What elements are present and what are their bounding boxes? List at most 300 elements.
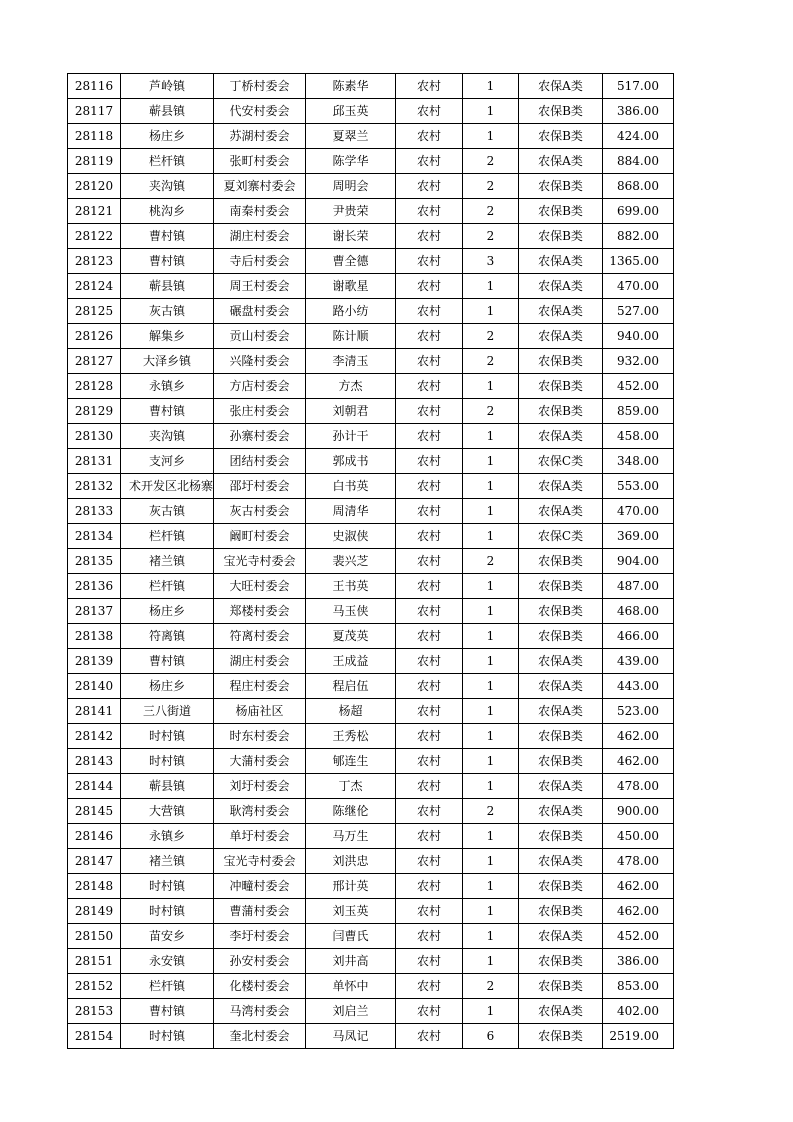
member-count-cell: 2 — [463, 399, 519, 424]
record-id-cell: 28147 — [68, 849, 121, 874]
member-count-cell: 1 — [463, 74, 519, 99]
record-id-cell: 28130 — [68, 424, 121, 449]
township-cell: 杨庄乡 — [121, 124, 214, 149]
amount-cell: 527.00 — [603, 299, 674, 324]
table-row — [68, 324, 674, 349]
village-committee-cell: 寺后村委会 — [214, 249, 306, 274]
village-committee-cell: 周王村委会 — [214, 274, 306, 299]
member-count-cell: 1 — [463, 524, 519, 549]
table-row — [68, 449, 674, 474]
township-cell: 支河乡 — [121, 449, 214, 474]
village-committee-cell: 李圩村委会 — [214, 924, 306, 949]
township-cell: 桃沟乡 — [121, 199, 214, 224]
township-cell: 永镇乡 — [121, 374, 214, 399]
table-row — [68, 1024, 674, 1049]
member-count-cell: 1 — [463, 774, 519, 799]
amount-cell: 452.00 — [603, 374, 674, 399]
amount-cell: 462.00 — [603, 724, 674, 749]
table-row — [68, 724, 674, 749]
amount-cell: 523.00 — [603, 699, 674, 724]
insurance-category-cell: 农保B类 — [519, 899, 603, 924]
table-row — [68, 199, 674, 224]
household-type-cell: 农村 — [396, 649, 463, 674]
allowance-table — [67, 73, 674, 1049]
table-row — [68, 149, 674, 174]
person-name-cell: 陈继伦 — [306, 799, 396, 824]
village-committee-cell: 符离村委会 — [214, 624, 306, 649]
member-count-cell: 2 — [463, 174, 519, 199]
amount-cell: 450.00 — [603, 824, 674, 849]
village-committee-cell: 郑楼村委会 — [214, 599, 306, 624]
village-committee-cell: 湖庄村委会 — [214, 649, 306, 674]
person-name-cell: 闫曹氏 — [306, 924, 396, 949]
member-count-cell: 1 — [463, 924, 519, 949]
member-count-cell: 3 — [463, 249, 519, 274]
township-cell: 符离镇 — [121, 624, 214, 649]
member-count-cell: 1 — [463, 449, 519, 474]
amount-cell: 517.00 — [603, 74, 674, 99]
person-name-cell: 刘玉英 — [306, 899, 396, 924]
table-row — [68, 649, 674, 674]
record-id-cell: 28150 — [68, 924, 121, 949]
insurance-category-cell: 农保B类 — [519, 374, 603, 399]
member-count-cell: 2 — [463, 549, 519, 574]
record-id-cell: 28139 — [68, 649, 121, 674]
amount-cell: 553.00 — [603, 474, 674, 499]
village-committee-cell: 张町村委会 — [214, 149, 306, 174]
insurance-category-cell: 农保B类 — [519, 824, 603, 849]
person-name-cell: 马凤记 — [306, 1024, 396, 1049]
household-type-cell: 农村 — [396, 124, 463, 149]
insurance-category-cell: 农保B类 — [519, 599, 603, 624]
amount-cell: 868.00 — [603, 174, 674, 199]
table-row — [68, 874, 674, 899]
record-id-cell: 28145 — [68, 799, 121, 824]
village-committee-cell: 湖庄村委会 — [214, 224, 306, 249]
person-name-cell: 郭成书 — [306, 449, 396, 474]
township-cell: 曹村镇 — [121, 649, 214, 674]
record-id-cell: 28148 — [68, 874, 121, 899]
amount-cell: 487.00 — [603, 574, 674, 599]
person-name-cell: 白书英 — [306, 474, 396, 499]
record-id-cell: 28122 — [68, 224, 121, 249]
member-count-cell: 1 — [463, 949, 519, 974]
amount-cell: 452.00 — [603, 924, 674, 949]
insurance-category-cell: 农保B类 — [519, 1024, 603, 1049]
insurance-category-cell: 农保A类 — [519, 324, 603, 349]
household-type-cell: 农村 — [396, 499, 463, 524]
household-type-cell: 农村 — [396, 874, 463, 899]
township-cell: 褚兰镇 — [121, 549, 214, 574]
member-count-cell: 2 — [463, 974, 519, 999]
township-cell: 时村镇 — [121, 1024, 214, 1049]
village-committee-cell: 代安村委会 — [214, 99, 306, 124]
insurance-category-cell: 农保B类 — [519, 624, 603, 649]
table-row — [68, 674, 674, 699]
village-committee-cell: 大旺村委会 — [214, 574, 306, 599]
amount-cell: 466.00 — [603, 624, 674, 649]
member-count-cell: 1 — [463, 724, 519, 749]
record-id-cell: 28138 — [68, 624, 121, 649]
township-cell: 芦岭镇 — [121, 74, 214, 99]
township-cell: 三八街道 — [121, 699, 214, 724]
township-cell: 栏杆镇 — [121, 149, 214, 174]
village-committee-cell: 张庄村委会 — [214, 399, 306, 424]
household-type-cell: 农村 — [396, 849, 463, 874]
village-committee-cell: 宝光寺村委会 — [214, 849, 306, 874]
household-type-cell: 农村 — [396, 449, 463, 474]
record-id-cell: 28124 — [68, 274, 121, 299]
member-count-cell: 2 — [463, 224, 519, 249]
amount-cell: 1365.00 — [603, 249, 674, 274]
person-name-cell: 王秀松 — [306, 724, 396, 749]
insurance-category-cell: 农保A类 — [519, 924, 603, 949]
person-name-cell: 邢计英 — [306, 874, 396, 899]
table-row — [68, 299, 674, 324]
household-type-cell: 农村 — [396, 249, 463, 274]
table-row — [68, 524, 674, 549]
amount-cell: 443.00 — [603, 674, 674, 699]
person-name-cell: 刘启兰 — [306, 999, 396, 1024]
township-cell: 杨庄乡 — [121, 674, 214, 699]
household-type-cell: 农村 — [396, 899, 463, 924]
village-committee-cell: 兴隆村委会 — [214, 349, 306, 374]
household-type-cell: 农村 — [396, 774, 463, 799]
township-cell: 永安镇 — [121, 949, 214, 974]
person-name-cell: 路小纺 — [306, 299, 396, 324]
insurance-category-cell: 农保B类 — [519, 974, 603, 999]
member-count-cell: 1 — [463, 99, 519, 124]
table-row — [68, 899, 674, 924]
table-row — [68, 274, 674, 299]
village-committee-cell: 夏刘寨村委会 — [214, 174, 306, 199]
township-cell: 大泽乡镇 — [121, 349, 214, 374]
table-row — [68, 374, 674, 399]
table-row — [68, 224, 674, 249]
amount-cell: 424.00 — [603, 124, 674, 149]
household-type-cell: 农村 — [396, 524, 463, 549]
person-name-cell: 夏茂英 — [306, 624, 396, 649]
amount-cell: 462.00 — [603, 749, 674, 774]
record-id-cell: 28140 — [68, 674, 121, 699]
member-count-cell: 1 — [463, 874, 519, 899]
village-committee-cell: 冲疃村委会 — [214, 874, 306, 899]
table-row — [68, 774, 674, 799]
member-count-cell: 1 — [463, 574, 519, 599]
village-committee-cell: 孙寨村委会 — [214, 424, 306, 449]
household-type-cell: 农村 — [396, 174, 463, 199]
record-id-cell: 28127 — [68, 349, 121, 374]
household-type-cell: 农村 — [396, 549, 463, 574]
township-cell: 杨庄乡 — [121, 599, 214, 624]
village-committee-cell: 孙安村委会 — [214, 949, 306, 974]
insurance-category-cell: 农保A类 — [519, 799, 603, 824]
person-name-cell: 孙计干 — [306, 424, 396, 449]
household-type-cell: 农村 — [396, 374, 463, 399]
record-id-cell: 28154 — [68, 1024, 121, 1049]
member-count-cell: 2 — [463, 799, 519, 824]
amount-cell: 462.00 — [603, 874, 674, 899]
member-count-cell: 1 — [463, 749, 519, 774]
member-count-cell: 1 — [463, 274, 519, 299]
township-cell: 大营镇 — [121, 799, 214, 824]
village-committee-cell: 程庄村委会 — [214, 674, 306, 699]
person-name-cell: 程启伍 — [306, 674, 396, 699]
household-type-cell: 农村 — [396, 424, 463, 449]
household-type-cell: 农村 — [396, 1024, 463, 1049]
member-count-cell: 1 — [463, 699, 519, 724]
village-committee-cell: 丁桥村委会 — [214, 74, 306, 99]
record-id-cell: 28133 — [68, 499, 121, 524]
member-count-cell: 2 — [463, 324, 519, 349]
household-type-cell: 农村 — [396, 274, 463, 299]
household-type-cell: 农村 — [396, 974, 463, 999]
record-id-cell: 28119 — [68, 149, 121, 174]
record-id-cell: 28136 — [68, 574, 121, 599]
person-name-cell: 周明会 — [306, 174, 396, 199]
household-type-cell: 农村 — [396, 574, 463, 599]
village-committee-cell: 奎北村委会 — [214, 1024, 306, 1049]
insurance-category-cell: 农保B类 — [519, 349, 603, 374]
record-id-cell: 28153 — [68, 999, 121, 1024]
village-committee-cell: 化楼村委会 — [214, 974, 306, 999]
member-count-cell: 1 — [463, 824, 519, 849]
township-cell: 时村镇 — [121, 899, 214, 924]
amount-cell: 699.00 — [603, 199, 674, 224]
amount-cell: 470.00 — [603, 274, 674, 299]
table-row — [68, 249, 674, 274]
village-committee-cell: 曹蒲村委会 — [214, 899, 306, 924]
member-count-cell: 2 — [463, 199, 519, 224]
amount-cell: 900.00 — [603, 799, 674, 824]
insurance-category-cell: 农保B类 — [519, 399, 603, 424]
township-cell: 褚兰镇 — [121, 849, 214, 874]
township-cell: 时村镇 — [121, 874, 214, 899]
insurance-category-cell: 农保A类 — [519, 474, 603, 499]
person-name-cell: 夏翠兰 — [306, 124, 396, 149]
township-cell: 永镇乡 — [121, 824, 214, 849]
insurance-category-cell: 农保C类 — [519, 524, 603, 549]
table-row — [68, 99, 674, 124]
insurance-category-cell: 农保B类 — [519, 174, 603, 199]
table-row — [68, 399, 674, 424]
member-count-cell: 2 — [463, 349, 519, 374]
record-id-cell: 28142 — [68, 724, 121, 749]
record-id-cell: 28117 — [68, 99, 121, 124]
record-id-cell: 28134 — [68, 524, 121, 549]
township-cell: 灰古镇 — [121, 499, 214, 524]
village-committee-cell: 单圩村委会 — [214, 824, 306, 849]
table-row — [68, 74, 674, 99]
village-committee-cell: 苏湖村委会 — [214, 124, 306, 149]
person-name-cell: 谢歌星 — [306, 274, 396, 299]
household-type-cell: 农村 — [396, 949, 463, 974]
table-row — [68, 474, 674, 499]
amount-cell: 853.00 — [603, 974, 674, 999]
village-committee-cell: 时东村委会 — [214, 724, 306, 749]
insurance-category-cell: 农保A类 — [519, 499, 603, 524]
table-row — [68, 624, 674, 649]
table-row — [68, 824, 674, 849]
amount-cell: 932.00 — [603, 349, 674, 374]
person-name-cell: 周清华 — [306, 499, 396, 524]
village-committee-cell: 方店村委会 — [214, 374, 306, 399]
amount-cell: 859.00 — [603, 399, 674, 424]
member-count-cell: 1 — [463, 299, 519, 324]
person-name-cell: 裴兴芝 — [306, 549, 396, 574]
township-cell: 蕲县镇 — [121, 274, 214, 299]
township-cell: 蕲县镇 — [121, 774, 214, 799]
table-row — [68, 349, 674, 374]
insurance-category-cell: 农保A类 — [519, 774, 603, 799]
household-type-cell: 农村 — [396, 699, 463, 724]
amount-cell: 940.00 — [603, 324, 674, 349]
record-id-cell: 28144 — [68, 774, 121, 799]
household-type-cell: 农村 — [396, 74, 463, 99]
amount-cell: 470.00 — [603, 499, 674, 524]
table-row — [68, 574, 674, 599]
table-row — [68, 924, 674, 949]
amount-cell: 462.00 — [603, 899, 674, 924]
township-cell: 栏杆镇 — [121, 524, 214, 549]
household-type-cell: 农村 — [396, 624, 463, 649]
insurance-category-cell: 农保A类 — [519, 249, 603, 274]
village-committee-cell: 团结村委会 — [214, 449, 306, 474]
insurance-category-cell: 农保B类 — [519, 874, 603, 899]
person-name-cell: 李清玉 — [306, 349, 396, 374]
member-count-cell: 6 — [463, 1024, 519, 1049]
person-name-cell: 丁杰 — [306, 774, 396, 799]
person-name-cell: 陈素华 — [306, 74, 396, 99]
township-cell: 夹沟镇 — [121, 424, 214, 449]
village-committee-cell: 南秦村委会 — [214, 199, 306, 224]
table-row — [68, 549, 674, 574]
person-name-cell: 单怀中 — [306, 974, 396, 999]
amount-cell: 348.00 — [603, 449, 674, 474]
township-cell: 时村镇 — [121, 724, 214, 749]
township-cell: 栏杆镇 — [121, 974, 214, 999]
person-name-cell: 王成益 — [306, 649, 396, 674]
table-row — [68, 424, 674, 449]
insurance-category-cell: 农保A类 — [519, 299, 603, 324]
table-row — [68, 124, 674, 149]
person-name-cell: 刘朝君 — [306, 399, 396, 424]
member-count-cell: 1 — [463, 499, 519, 524]
record-id-cell: 28116 — [68, 74, 121, 99]
member-count-cell: 1 — [463, 374, 519, 399]
record-id-cell: 28121 — [68, 199, 121, 224]
member-count-cell: 1 — [463, 849, 519, 874]
insurance-category-cell: 农保B类 — [519, 724, 603, 749]
amount-cell: 884.00 — [603, 149, 674, 174]
person-name-cell: 邱玉英 — [306, 99, 396, 124]
amount-cell: 478.00 — [603, 774, 674, 799]
table-row — [68, 949, 674, 974]
household-type-cell: 农村 — [396, 199, 463, 224]
member-count-cell: 1 — [463, 424, 519, 449]
township-cell: 灰古镇 — [121, 299, 214, 324]
village-committee-cell: 宝光寺村委会 — [214, 549, 306, 574]
member-count-cell: 1 — [463, 899, 519, 924]
insurance-category-cell: 农保A类 — [519, 424, 603, 449]
township-cell: 曹村镇 — [121, 399, 214, 424]
household-type-cell: 农村 — [396, 674, 463, 699]
table-row — [68, 599, 674, 624]
record-id-cell: 28132 — [68, 474, 121, 499]
household-type-cell: 农村 — [396, 99, 463, 124]
record-id-cell: 28126 — [68, 324, 121, 349]
member-count-cell: 1 — [463, 624, 519, 649]
table-body — [68, 74, 674, 1049]
household-type-cell: 农村 — [396, 724, 463, 749]
person-name-cell: 史淑侠 — [306, 524, 396, 549]
insurance-category-cell: 农保B类 — [519, 99, 603, 124]
household-type-cell: 农村 — [396, 474, 463, 499]
record-id-cell: 28141 — [68, 699, 121, 724]
household-type-cell: 农村 — [396, 224, 463, 249]
person-name-cell: 谢长荣 — [306, 224, 396, 249]
person-name-cell: 刘井高 — [306, 949, 396, 974]
table-row — [68, 849, 674, 874]
record-id-cell: 28118 — [68, 124, 121, 149]
township-cell: 曹村镇 — [121, 249, 214, 274]
household-type-cell: 农村 — [396, 599, 463, 624]
village-committee-cell: 灰古村委会 — [214, 499, 306, 524]
insurance-category-cell: 农保B类 — [519, 749, 603, 774]
township-cell: 时村镇 — [121, 749, 214, 774]
member-count-cell: 1 — [463, 649, 519, 674]
household-type-cell: 农村 — [396, 799, 463, 824]
village-committee-cell: 邵圩村委会 — [214, 474, 306, 499]
person-name-cell: 陈学华 — [306, 149, 396, 174]
township-cell: 苗安乡 — [121, 924, 214, 949]
village-committee-cell: 刘圩村委会 — [214, 774, 306, 799]
household-type-cell: 农村 — [396, 149, 463, 174]
record-id-cell: 28129 — [68, 399, 121, 424]
person-name-cell: 杨超 — [306, 699, 396, 724]
member-count-cell: 1 — [463, 124, 519, 149]
township-cell: 蕲县镇 — [121, 99, 214, 124]
village-committee-cell: 阚町村委会 — [214, 524, 306, 549]
record-id-cell: 28123 — [68, 249, 121, 274]
member-count-cell: 1 — [463, 474, 519, 499]
household-type-cell: 农村 — [396, 749, 463, 774]
person-name-cell: 郇连生 — [306, 749, 396, 774]
amount-cell: 369.00 — [603, 524, 674, 549]
amount-cell: 386.00 — [603, 949, 674, 974]
village-committee-cell: 耿湾村委会 — [214, 799, 306, 824]
record-id-cell: 28120 — [68, 174, 121, 199]
township-cell: 术开发区北杨寨 — [121, 474, 214, 499]
amount-cell: 386.00 — [603, 99, 674, 124]
record-id-cell: 28137 — [68, 599, 121, 624]
insurance-category-cell: 农保B类 — [519, 224, 603, 249]
amount-cell: 882.00 — [603, 224, 674, 249]
village-committee-cell: 大蒲村委会 — [214, 749, 306, 774]
record-id-cell: 28131 — [68, 449, 121, 474]
table-row — [68, 999, 674, 1024]
person-name-cell: 陈计顺 — [306, 324, 396, 349]
village-committee-cell: 贡山村委会 — [214, 324, 306, 349]
amount-cell: 439.00 — [603, 649, 674, 674]
amount-cell: 468.00 — [603, 599, 674, 624]
insurance-category-cell: 农保A类 — [519, 149, 603, 174]
record-id-cell: 28135 — [68, 549, 121, 574]
amount-cell: 402.00 — [603, 999, 674, 1024]
table-row — [68, 749, 674, 774]
household-type-cell: 农村 — [396, 349, 463, 374]
insurance-category-cell: 农保A类 — [519, 674, 603, 699]
